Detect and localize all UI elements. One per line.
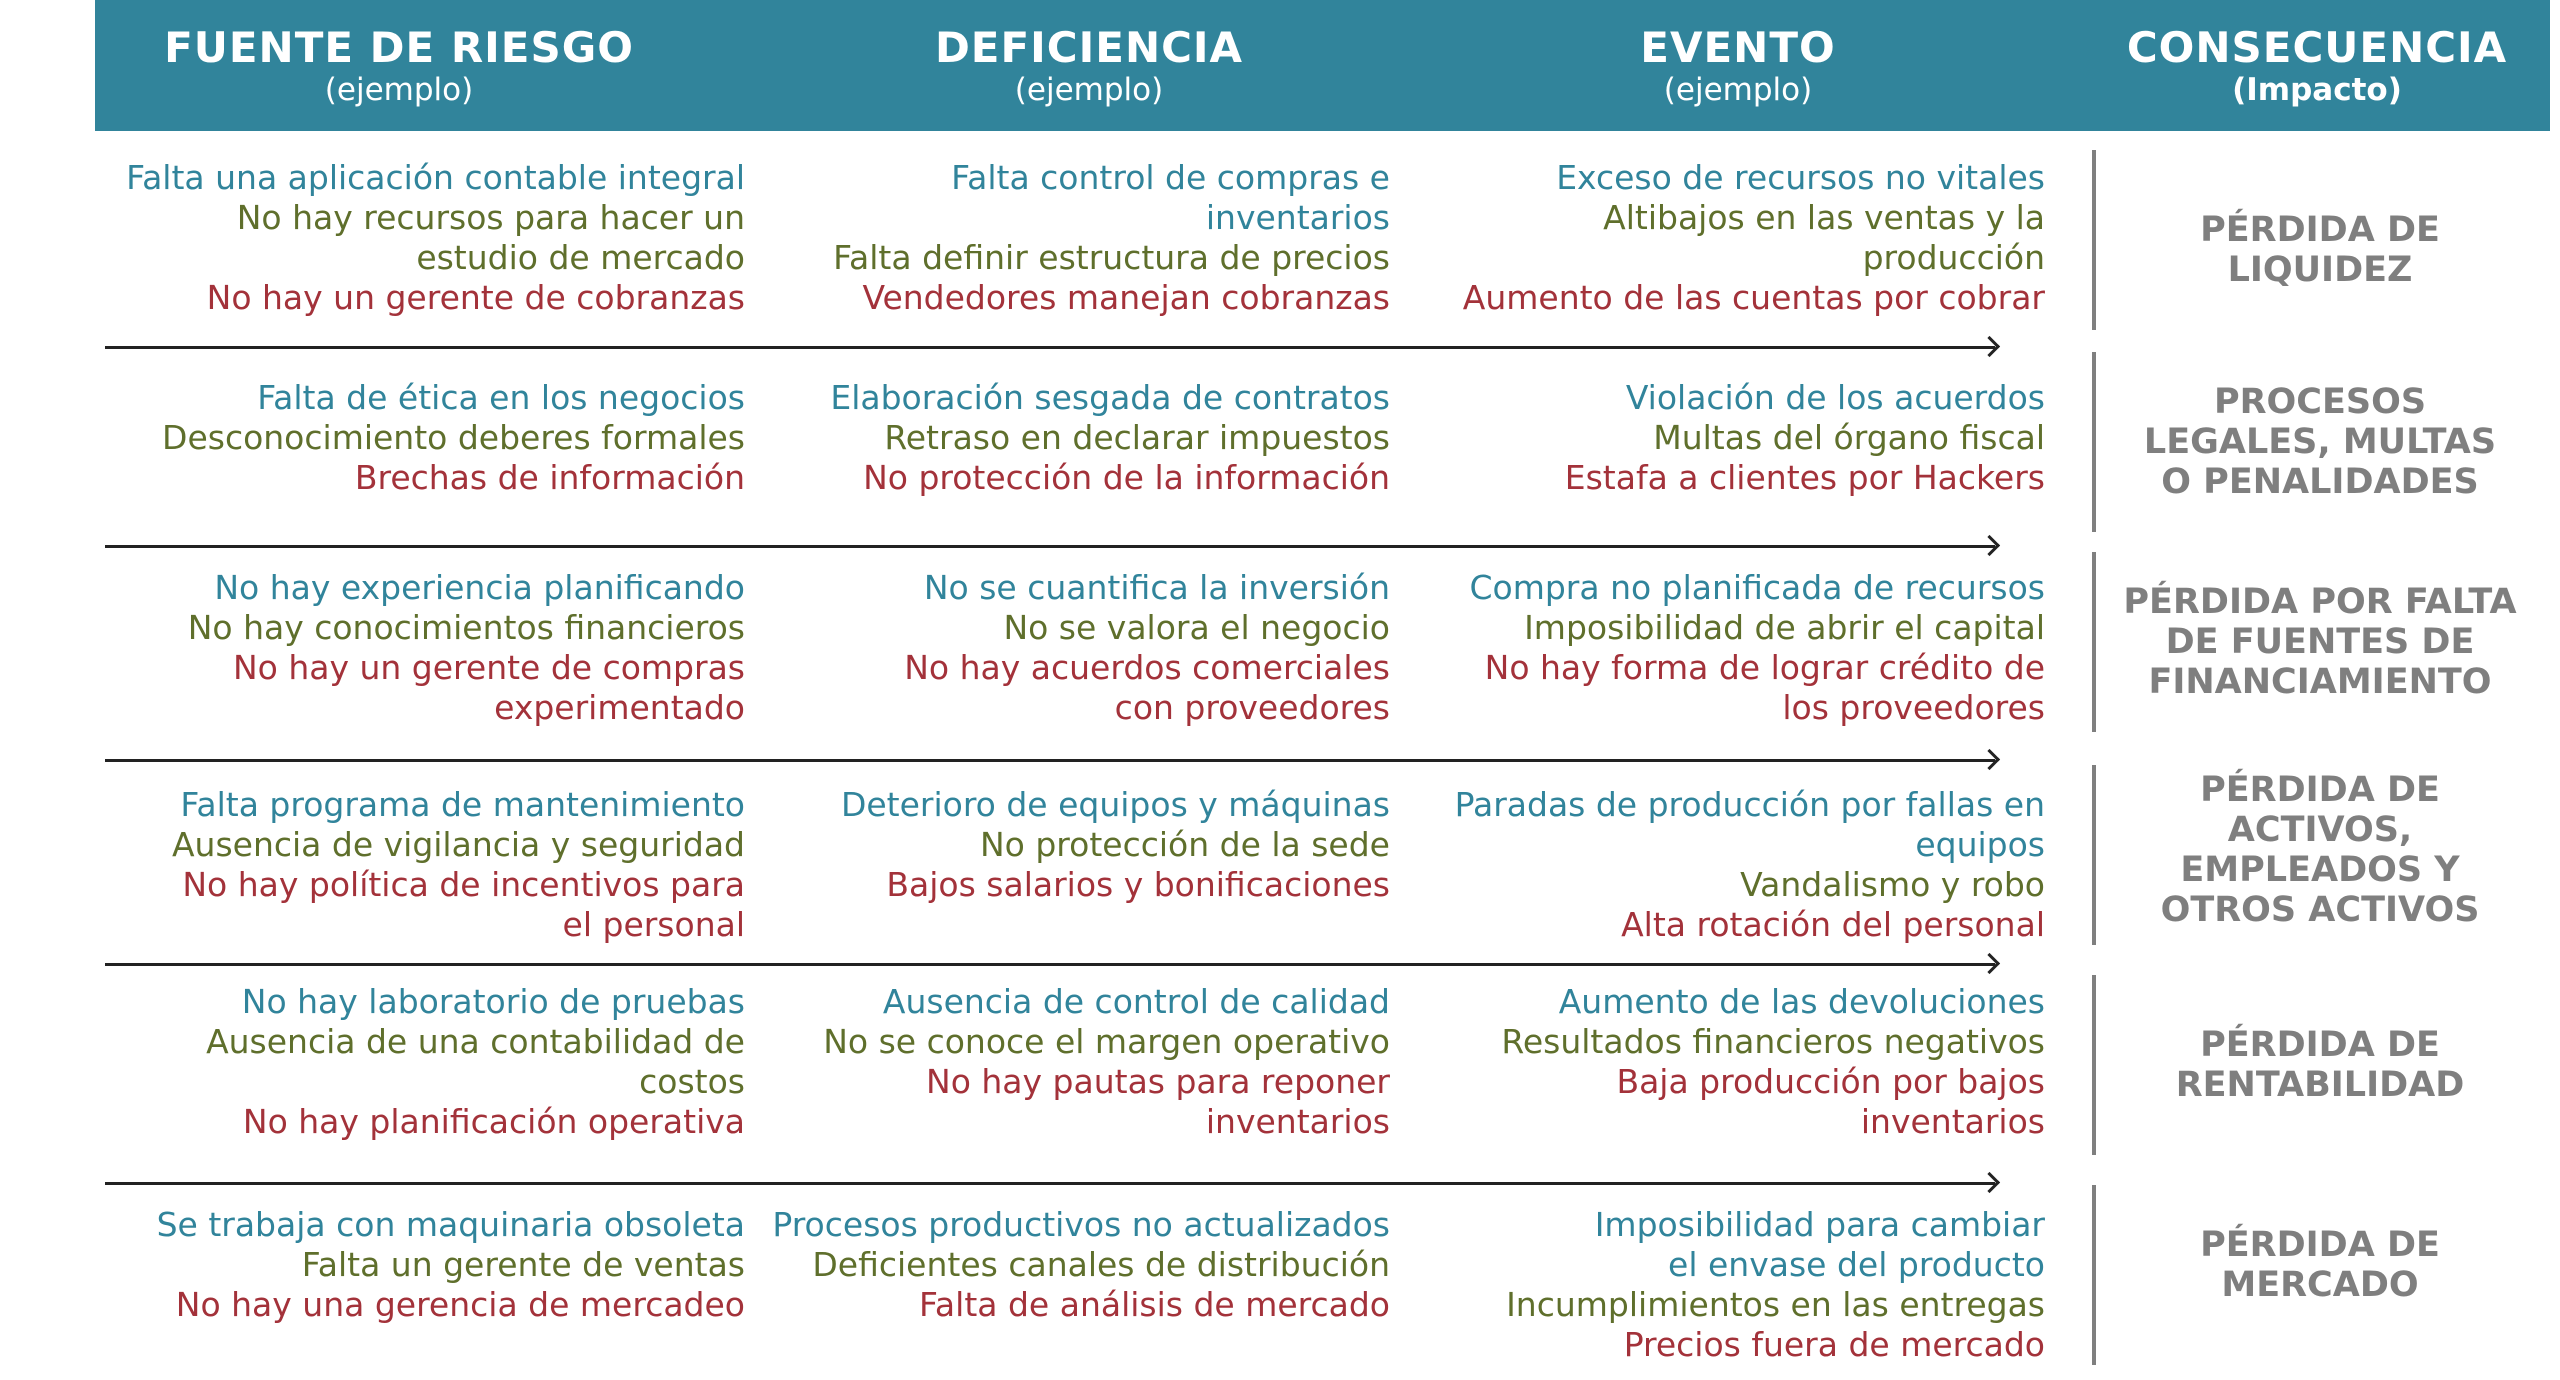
deficiencia-item: Vendedores manejan cobranzas bbox=[862, 278, 1390, 317]
fuente-cell bbox=[60, 378, 745, 498]
fuente-cell bbox=[60, 785, 745, 945]
fuente-item: No hay un gerente de compras experimentado bbox=[232, 648, 745, 727]
fuente-item: Desconocimiento deberes formales bbox=[162, 418, 745, 457]
deficiencia-item: Bajos salarios y bonificaciones bbox=[886, 865, 1390, 904]
consequence-label: PÉRDIDA DE RENTABILIDAD bbox=[2175, 1025, 2465, 1105]
fuente-item: Ausencia de una contabilidad de costos bbox=[206, 1022, 745, 1101]
evento-item: Multas del órgano fiscal bbox=[1653, 418, 2045, 457]
deficiencia-item: Elaboración sesgada de contratos bbox=[830, 378, 1390, 417]
deficiencia-item: Falta de análisis de mercado bbox=[918, 1285, 1390, 1324]
column-divider bbox=[2092, 552, 2096, 732]
deficiencia-item: No protección de la sede bbox=[979, 825, 1390, 864]
evento-item: Exceso de recursos no vitales bbox=[1556, 158, 2045, 197]
deficiencia-cell bbox=[700, 378, 1390, 498]
header-subtitle: (Impacto) bbox=[2232, 72, 2402, 108]
evento-cell bbox=[1380, 378, 2045, 498]
flow-arrow bbox=[105, 759, 1995, 762]
fuente-cell bbox=[60, 1205, 745, 1325]
evento-item: Aumento de las devoluciones bbox=[1558, 982, 2045, 1021]
deficiencia-item: No se conoce el margen operativo bbox=[823, 1022, 1390, 1061]
deficiencia-cell bbox=[700, 785, 1390, 905]
deficiencia-item: Falta definir estructura de precios bbox=[833, 238, 1390, 277]
fuente-item: No hay planificación operativa bbox=[242, 1102, 745, 1141]
deficiencia-cell bbox=[700, 982, 1390, 1142]
fuente-item: Falta un gerente de ventas bbox=[301, 1245, 745, 1284]
fuente-item: No hay recursos para hacer un estudio de mercado bbox=[236, 198, 745, 277]
flow-arrow bbox=[105, 1182, 1995, 1185]
consequence-label: PÉRDIDA DE LIQUIDEZ bbox=[2200, 210, 2440, 290]
header-title: DEFICIENCIA bbox=[934, 23, 1244, 72]
deficiencia-item: No protección de la información bbox=[863, 458, 1390, 497]
header-title: CONSECUENCIA bbox=[2126, 23, 2508, 72]
header-subtitle: (ejemplo) bbox=[1014, 72, 1164, 108]
column-divider bbox=[2092, 975, 2096, 1155]
fuente-item: Se trabaja con maquinaria obsoleta bbox=[156, 1205, 745, 1244]
evento-cell bbox=[1380, 785, 2045, 945]
header-fuente-de-riesgo bbox=[79, 24, 719, 108]
fuente-item: Brechas de información bbox=[354, 458, 745, 497]
fuente-item: Falta programa de mantenimiento bbox=[180, 785, 745, 824]
evento-item: Vandalismo y robo bbox=[1740, 865, 2045, 904]
table-header bbox=[95, 0, 2550, 131]
deficiencia-cell bbox=[700, 568, 1390, 728]
fuente-item: No hay experiencia planificando bbox=[214, 568, 745, 607]
deficiencia-item: No hay acuerdos comerciales con proveedores bbox=[904, 648, 1390, 727]
flow-arrow bbox=[105, 545, 1995, 548]
deficiencia-item: Deficientes canales de distribución bbox=[812, 1245, 1390, 1284]
evento-item: Imposibilidad de abrir el capital bbox=[1524, 608, 2045, 647]
evento-item: Aumento de las cuentas por cobrar bbox=[1462, 278, 2045, 317]
fuente-item: No hay conocimientos financieros bbox=[187, 608, 745, 647]
header-title: EVENTO bbox=[1640, 23, 1836, 72]
evento-item: Altibajos en las ventas y la producción bbox=[1603, 198, 2045, 277]
evento-item: Alta rotación del personal bbox=[1621, 905, 2045, 944]
deficiencia-item: Deterioro de equipos y máquinas bbox=[840, 785, 1390, 824]
evento-item: Violación de los acuerdos bbox=[1625, 378, 2045, 417]
deficiencia-item: Procesos productivos no actualizados bbox=[772, 1205, 1390, 1244]
evento-item: Incumplimientos en las entregas bbox=[1506, 1285, 2045, 1324]
fuente-cell bbox=[60, 568, 745, 728]
evento-item: Paradas de producción por fallas en equipos bbox=[1454, 785, 2045, 864]
deficiencia-item: Falta control de compras e inventarios bbox=[951, 158, 1390, 237]
column-divider bbox=[2092, 150, 2096, 330]
deficiencia-item: Ausencia de control de calidad bbox=[882, 982, 1390, 1021]
evento-item: Precios fuera de mercado bbox=[1623, 1325, 2045, 1364]
fuente-item: No hay una gerencia de mercadeo bbox=[175, 1285, 745, 1324]
evento-cell bbox=[1380, 158, 2045, 318]
evento-item: Baja producción por bajos inventarios bbox=[1616, 1062, 2045, 1141]
fuente-item: No hay política de incentivos para el personal bbox=[182, 865, 745, 944]
flow-arrow bbox=[105, 963, 1995, 966]
evento-item: Estafa a clientes por Hackers bbox=[1564, 458, 2045, 497]
evento-cell bbox=[1380, 982, 2045, 1142]
deficiencia-item: Retraso en declarar impuestos bbox=[884, 418, 1390, 457]
evento-cell bbox=[1380, 1205, 2045, 1365]
evento-item: Imposibilidad para cambiar el envase del producto bbox=[1594, 1205, 2045, 1284]
fuente-item: Falta una aplicación contable integral bbox=[126, 158, 745, 197]
header-evento bbox=[1418, 24, 2058, 108]
deficiencia-cell bbox=[700, 1205, 1390, 1325]
consequence-label: PÉRDIDA POR FALTA DE FUENTES DE FINANCIAMIENTO bbox=[2123, 582, 2517, 702]
header-subtitle: (ejemplo) bbox=[324, 72, 474, 108]
header-title: FUENTE DE RIESGO bbox=[164, 23, 634, 72]
deficiencia-item: No se cuantifica la inversión bbox=[923, 568, 1390, 607]
fuente-cell bbox=[60, 982, 745, 1142]
flow-arrow bbox=[105, 346, 1995, 349]
evento-cell bbox=[1380, 568, 2045, 728]
column-divider bbox=[2092, 1185, 2096, 1365]
fuente-cell bbox=[60, 158, 745, 318]
consequence-label: PROCESOS LEGALES, MULTAS O PENALIDADES bbox=[2143, 382, 2497, 502]
fuente-item: Falta de ética en los negocios bbox=[257, 378, 745, 417]
fuente-item: Ausencia de vigilancia y seguridad bbox=[171, 825, 745, 864]
column-divider bbox=[2092, 765, 2096, 945]
deficiencia-cell bbox=[700, 158, 1390, 318]
consequence-label: PÉRDIDA DE MERCADO bbox=[2200, 1225, 2440, 1305]
evento-item: Compra no planificada de recursos bbox=[1469, 568, 2045, 607]
deficiencia-item: No se valora el negocio bbox=[1003, 608, 1390, 647]
evento-item: No hay forma de lograr crédito de los proveedores bbox=[1484, 648, 2045, 727]
header-deficiencia bbox=[769, 24, 1409, 108]
consequence-label: PÉRDIDA DE ACTIVOS, EMPLEADOS Y OTROS ACTIVOS bbox=[2160, 770, 2480, 930]
fuente-item: No hay un gerente de cobranzas bbox=[206, 278, 745, 317]
column-divider bbox=[2092, 352, 2096, 532]
header-consecuencia bbox=[1997, 24, 2560, 108]
header-subtitle: (ejemplo) bbox=[1663, 72, 1813, 108]
fuente-item: No hay laboratorio de pruebas bbox=[241, 982, 745, 1021]
deficiencia-item: No hay pautas para reponer inventarios bbox=[926, 1062, 1390, 1141]
evento-item: Resultados financieros negativos bbox=[1501, 1022, 2045, 1061]
